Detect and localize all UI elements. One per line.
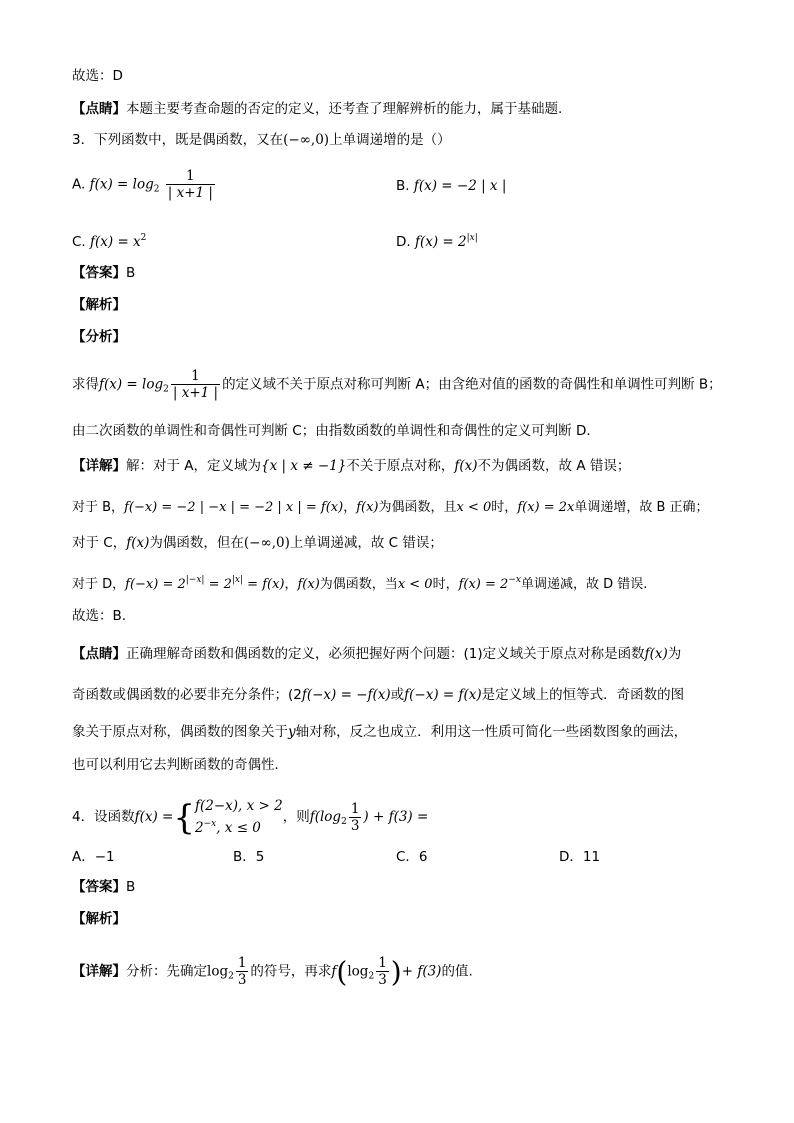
text: 为偶函数，但在 [149, 535, 244, 551]
q3-option-a [72, 168, 217, 201]
tag-answer: 【答案】 [72, 265, 126, 281]
math: f [331, 963, 337, 980]
option-label: A. [72, 176, 86, 193]
math: f(log [309, 809, 342, 825]
numerator: 1 [166, 168, 215, 185]
question-4-stem [72, 797, 428, 837]
text: 或 [390, 687, 405, 703]
text: 也可以利用它去判断函数的奇偶性． [72, 757, 288, 773]
fraction [166, 168, 215, 201]
tag-answer: 【答案】 [72, 879, 126, 895]
text: 的符号，再求 [250, 963, 332, 980]
q4-option-d [559, 847, 600, 867]
text: 由二次函数的单调性和奇偶性可判断 C；由指数函数的单调性和奇偶性的定义可判断 D. [72, 423, 591, 439]
case-2 [195, 815, 283, 837]
xiangjie-line-4 [72, 570, 647, 595]
answer-line-2 [72, 877, 135, 897]
q4-option-c [396, 847, 428, 867]
option-text: C．6 [396, 849, 428, 865]
numerator: 1 [350, 800, 360, 817]
q3-option-b [396, 176, 506, 196]
math: 2 [194, 820, 204, 836]
math: f(x) [356, 500, 379, 515]
tag-dianjing: 【点睛】 [72, 646, 126, 662]
text: 对于 C， [72, 535, 127, 551]
xiangjie-line-1 [72, 456, 630, 476]
text: 3．下列函数中，既是偶函数，又在 [72, 132, 284, 148]
dianjing-line-3 [72, 722, 687, 742]
math-sub: 2 [228, 971, 234, 982]
fraction [236, 955, 249, 988]
option-text: A．−1 [72, 849, 115, 865]
math: , x ≤ 0 [216, 820, 261, 836]
text: 故选：D [72, 68, 123, 84]
denominator: 3 [237, 972, 247, 988]
option-text: D．11 [559, 849, 601, 865]
math-sub: 2 [163, 384, 169, 395]
math: f(x) [126, 535, 150, 551]
math: f(x) = 2 [414, 234, 467, 250]
left-brace: { [173, 798, 195, 838]
text: 是定义域上的恒等式．奇函数的图 [481, 687, 685, 703]
q3-option-d [396, 228, 478, 252]
math: {x | x ≠ −1} [261, 458, 347, 474]
commentary-line [72, 99, 562, 119]
text: 正确理解奇函数和偶函数的定义，必须把握好两个问题：(1)定义域关于原点对称是函数 [126, 646, 645, 662]
math: f(−x) = −f(x) [301, 687, 391, 703]
text: ， [284, 577, 298, 592]
math: x < 0 [456, 500, 492, 515]
math: f(x) = 2x [517, 500, 575, 515]
text: 单调递增，故 B 正确； [574, 500, 709, 515]
math: f(x) [644, 646, 668, 662]
fraction [171, 368, 220, 401]
math: f(x) [297, 577, 320, 592]
text: 对于 B， [72, 500, 125, 515]
dianjing-line-1 [72, 644, 681, 664]
text: 轴对称，反之也成立．利用这一性质可简化一些函数图象的画法， [295, 724, 688, 740]
text: 象关于原点对称，偶函数的图象关于 [72, 724, 288, 740]
math-sup: |−x| [185, 575, 205, 585]
answer-value: B [126, 265, 136, 281]
tag-dianjing: 【点睛】 [72, 101, 126, 117]
text: 本题主要考查命题的否定的定义，还考查了理解辨析的能力，属于基础题. [126, 101, 563, 117]
answer-choice-line [72, 66, 123, 86]
text: 分析：先确定 [126, 963, 207, 980]
text: 奇函数或偶函数的必要非充分条件；(2 [72, 687, 302, 703]
option-label: C. [72, 234, 86, 250]
option-label: B. [396, 178, 410, 194]
denominator: | x+1 | [172, 385, 219, 401]
text: ，则 [282, 809, 310, 825]
denominator: 3 [378, 972, 387, 988]
text: 对于 D， [72, 577, 126, 592]
text: 4．设函数 [72, 809, 135, 825]
fenxi-line-1 [72, 368, 722, 401]
math: f(−x) = −2 | −x | = −2 | x | = f(x) [124, 500, 344, 515]
answer-value: B [126, 879, 136, 895]
fenxi-heading [72, 327, 126, 347]
numerator: 1 [171, 368, 220, 385]
math: = 2 [204, 577, 232, 592]
tag-fenxi: 【分析】 [72, 329, 126, 345]
math: log [207, 963, 229, 980]
dianjing-line-4 [72, 755, 288, 775]
fraction [376, 955, 389, 988]
q4-option-a [72, 847, 115, 867]
tag-jiexi: 【解析】 [72, 911, 126, 927]
text: 上单调递减，故 C 错误； [289, 535, 443, 551]
numerator: 1 [378, 955, 387, 971]
tag-jiexi: 【解析】 [72, 297, 126, 313]
text: 时， [432, 577, 459, 592]
option-label: D. [396, 234, 411, 250]
math: f(x) = x [90, 234, 141, 250]
text: ， [343, 500, 357, 515]
xiangjie-line-3 [72, 533, 443, 553]
dianjing-line-2 [72, 685, 684, 705]
option-text: B．5 [233, 849, 265, 865]
tag-xiangjie: 【详解】 [72, 963, 126, 980]
case-1: f(2−x), x > 2 [194, 798, 283, 814]
text: 不为偶函数，故 A 错误； [477, 458, 631, 474]
math: x < 0 [397, 577, 433, 592]
math-sup: 2 [140, 233, 147, 243]
math-sub: 2 [341, 817, 347, 827]
right-paren: ) [390, 955, 402, 989]
math: f(x) = −2 | x | [413, 178, 507, 194]
math-sub: 2 [368, 971, 375, 982]
answer-choice-line-2 [72, 606, 126, 626]
q3-option-c [72, 228, 146, 252]
math: y [288, 724, 296, 740]
math: f(x) = log [89, 176, 154, 193]
math: f(−x) = 2 [125, 577, 186, 592]
math: = f(x) [243, 577, 285, 592]
analysis-heading-2 [72, 909, 126, 929]
text: 上单调递增的是（） [329, 132, 451, 148]
analysis-heading [72, 295, 126, 315]
math-interval: (−∞,0) [283, 132, 330, 148]
text: 求得 [72, 376, 99, 393]
text: 为 [667, 646, 682, 662]
math: f(x) = [134, 809, 174, 825]
math: + f(3) [401, 963, 442, 980]
text: 为偶函数，当 [319, 577, 398, 592]
text: 单调递减，故 D 错误. [520, 577, 648, 592]
text: 时， [491, 500, 518, 515]
text: 故选：B. [72, 608, 127, 624]
q4-option-b [233, 847, 264, 867]
denominator: | x+1 | [167, 185, 213, 201]
math: f(x) = 2 [458, 577, 509, 592]
text: 为偶函数，且 [378, 500, 457, 515]
text: 的值. [441, 963, 473, 980]
numerator: 1 [237, 955, 247, 971]
xiangjie-q4-line [72, 955, 473, 988]
fenxi-line-2 [72, 421, 591, 441]
text: 解：对于 A，定义域为 [126, 458, 262, 474]
math-sup: |x| [466, 233, 478, 243]
math-sup: |x| [231, 575, 244, 585]
math: f(−x) = f(x) [404, 687, 482, 703]
tag-xiangjie: 【详解】 [72, 458, 126, 474]
math-sub: 2 [153, 184, 160, 195]
piecewise-cases [195, 797, 283, 837]
math: f(x) = log [99, 376, 164, 393]
math: f(x) [454, 458, 478, 474]
math-interval: (−∞,0) [243, 535, 290, 551]
left-paren: ( [336, 955, 348, 989]
math-sup: −x [508, 575, 521, 585]
text: 的定义域不关于原点对称可判断 A；由含绝对值的函数的奇偶性和单调性可判断 B； [222, 376, 722, 393]
text: 不关于原点对称， [346, 458, 455, 474]
math: log [347, 963, 369, 980]
math: ) + f(3) = [363, 809, 429, 825]
question-3-stem [72, 130, 451, 150]
math-sup: −x [203, 819, 217, 829]
fraction [349, 801, 362, 834]
denominator: 3 [350, 817, 360, 834]
xiangjie-line-2 [72, 498, 709, 518]
answer-line [72, 263, 135, 283]
